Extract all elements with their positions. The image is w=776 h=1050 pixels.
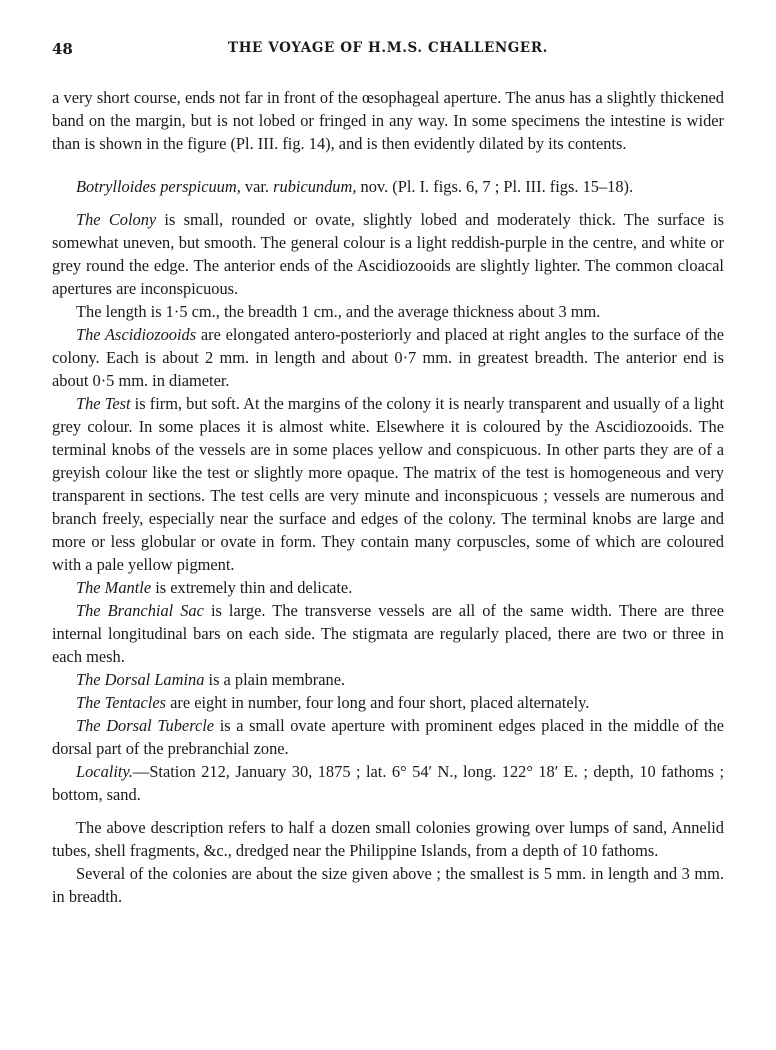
section-dimensions bbox=[52, 300, 724, 323]
section-title: The Dorsal Tubercle bbox=[76, 716, 215, 735]
section-title: The Mantle bbox=[76, 578, 152, 597]
intro-paragraph: a very short course, ends not far in front of the œsophageal aperture. The anus has a slightly thickened band on the margin, but is not lobed or fringed in any way. In some specimens the intestine is wider than is shown in the figure (Pl. III. fig. 14), and is then evidently dilated by its contents. bbox=[52, 88, 724, 153]
species-variety: rubicundum, bbox=[273, 177, 357, 196]
species-name: Botrylloides perspicuum, bbox=[76, 177, 241, 196]
section-text: —Station 212, January 30, 1875 ; lat. 6° 54′ N., long. 122° 18′ E. ; depth, 10 fathoms ; bottom, sand. bbox=[52, 762, 724, 804]
page-number: 48 bbox=[52, 40, 73, 58]
section-branchial-sac bbox=[52, 599, 724, 668]
section-locality bbox=[52, 760, 724, 806]
section-text: is a plain membrane. bbox=[204, 670, 346, 689]
running-header bbox=[52, 40, 724, 66]
section-text: is a small ovate aperture with prominent edges placed in the middle of the dorsal part of the prebranchial zone. bbox=[52, 716, 724, 758]
section-text: is extremely thin and delicate. bbox=[151, 578, 353, 597]
section-title: The Branchial Sac bbox=[76, 601, 204, 620]
section-text: is small, rounded or ovate, slightly lobed and moderately thick. The surface is somewhat uneven, but smooth. The general colour is a light reddish-purple in the centre, and white or grey round the edge. The anterior ends of the Ascidiozooids are slightly lighter. The common cloacal apertures are inconspicuous. bbox=[52, 210, 724, 298]
running-title: THE VOYAGE OF H.M.S. CHALLENGER. bbox=[228, 40, 548, 56]
closing-paragraph: The above description refers to half a dozen small colonies growing over lumps of sand, Annelid tubes, shell fragments, &c., dredged near the Philippine Islands, from a depth of 10 fathoms. bbox=[52, 818, 724, 860]
species-variety-prefix: var. bbox=[240, 177, 274, 196]
section-text: The length is 1·5 cm., the breadth 1 cm., and the average thickness about 3 mm. bbox=[76, 302, 601, 321]
section-text: are eight in number, four long and four short, placed alternately. bbox=[166, 693, 590, 712]
section-text: are elongated antero-posteriorly and placed at right angles to the surface of the colony. Each is about 2 mm. in length and about 0·7 mm. in greatest breadth. The anterior end is about 0·5 mm. in diameter. bbox=[52, 325, 725, 390]
section-title: The Test bbox=[76, 394, 131, 413]
section-colony bbox=[52, 208, 724, 300]
body-text bbox=[52, 86, 724, 908]
section-title: The Ascidiozooids bbox=[76, 325, 197, 344]
section-title: Locality. bbox=[76, 762, 133, 781]
section-dorsal-tubercle bbox=[52, 714, 724, 760]
section-title: The Colony bbox=[76, 210, 157, 229]
species-reference: nov. (Pl. I. figs. 6, 7 ; Pl. III. figs. 15–18). bbox=[356, 177, 634, 196]
closing-paragraph: Several of the colonies are about the size given above ; the smallest is 5 mm. in length and 3 mm. in breadth. bbox=[52, 864, 724, 906]
section-title: The Tentacles bbox=[76, 693, 166, 712]
section-text: is firm, but soft. At the margins of the colony it is nearly transparent and usually of a light grey colour. In some places it is almost white. Elsewhere it is coloured by the Ascidiozooids. The terminal knobs of the vessels are in some places yellow and conspicuous. In other parts they are of a greyish colour like the test or slightly more opaque. The matrix of the test is homogeneous and very transparent in sections. The test cells are very minute and inconspicuous ; vessels are numerous and branch freely, especially near the surface and edges of the colony. The terminal knobs are large and more or less globular or ovate in form. They contain many corpuscles, some of which are coloured with a pale yellow pigment. bbox=[52, 394, 724, 574]
section-title: The Dorsal Lamina bbox=[76, 670, 205, 689]
species-heading bbox=[52, 175, 724, 198]
section-text: is large. The transverse vessels are all of the same width. There are three internal longitudinal bars on each side. The stigmata are regularly placed, there are two or three in each mesh. bbox=[52, 601, 724, 666]
section-dorsal-lamina bbox=[52, 668, 724, 691]
section-ascidiozooids bbox=[52, 323, 724, 392]
section-mantle bbox=[52, 576, 724, 599]
section-test bbox=[52, 392, 724, 576]
section-tentacles bbox=[52, 691, 724, 714]
